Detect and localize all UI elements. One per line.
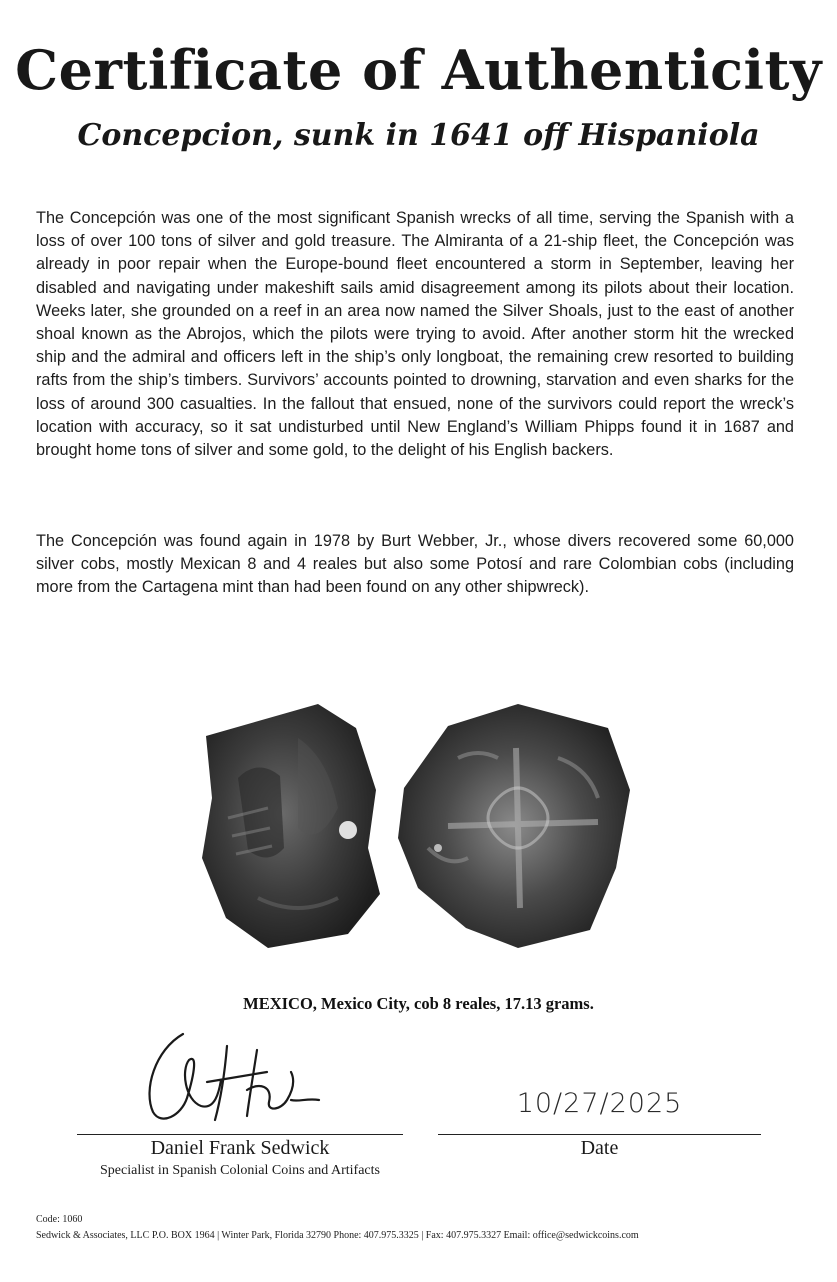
coin-caption: MEXICO, Mexico City, cob 8 reales, 17.13 grams. — [243, 994, 594, 1013]
coin-obverse — [202, 704, 380, 948]
date-line — [438, 1134, 761, 1135]
date-label: Date — [580, 1137, 619, 1159]
signer-title: Specialist in Spanish Colonial Coins and Artifacts — [100, 1163, 380, 1178]
handwritten-signature — [135, 1020, 335, 1130]
discovery-paragraph: The Concepción was found again in 1978 by Burt Webber, Jr., whose divers recovered some 60,000 silver cobs, mostly Mexican 8 and 4 reales but also some Potosí and rare Colombian cobs (including more from the Cartagena mint than had been found on any other shipwreck). — [36, 532, 794, 597]
certificate-subtitle: Concepcion, sunk in 1641 off Hispaniola — [77, 118, 760, 153]
signature-date: 10/27/2025 — [516, 1088, 683, 1119]
company-contact: Sedwick & Associates, LLC P.O. BOX 1964 | Winter Park, Florida 32790 Phone: 407.975.3325 | Fax: 407.975.3327 Email: office@sedwickcoins.com — [36, 1230, 639, 1241]
certificate-title: Certificate of Authenticity — [15, 38, 822, 102]
coin-reverse — [398, 704, 630, 948]
signer-name: Daniel Frank Sedwick — [150, 1137, 330, 1159]
coin-photo — [198, 698, 638, 950]
history-paragraph: The Concepción was one of the most significant Spanish wrecks of all time, serving the Spanish with a loss of over 100 tons of silver and gold treasure. The Almiranta of a 21-ship fleet, the Concepción was already in poor repair when the Europe-bound fleet encountered a storm in September, leaving her disabled and navigating under makeshift sails amid disagreement among its pilots about their location. Weeks later, she grounded on a reef in an area now named the Silver Shoals, just to the east of another shoal known as the Abrojos, which the pilots were trying to avoid. After another storm hit the wrecked ship and the admiral and officers left in the ship’s only longboat, the remaining crew resorted to building rafts from the ship’s timbers. Survivors’ accounts pointed to drowning, starvation and even sharks for the loss of around 300 casualties. In the fallout that ensued, none of the survivors could report the wreck’s location with accuracy, so it sat undisturbed until New England’s William Phipps found it in 1687 and brought home tons of silver and some gold, to the delight of his English backers. — [36, 209, 794, 460]
signature-line — [77, 1134, 403, 1135]
certificate-code: Code: 1060 — [36, 1214, 83, 1225]
